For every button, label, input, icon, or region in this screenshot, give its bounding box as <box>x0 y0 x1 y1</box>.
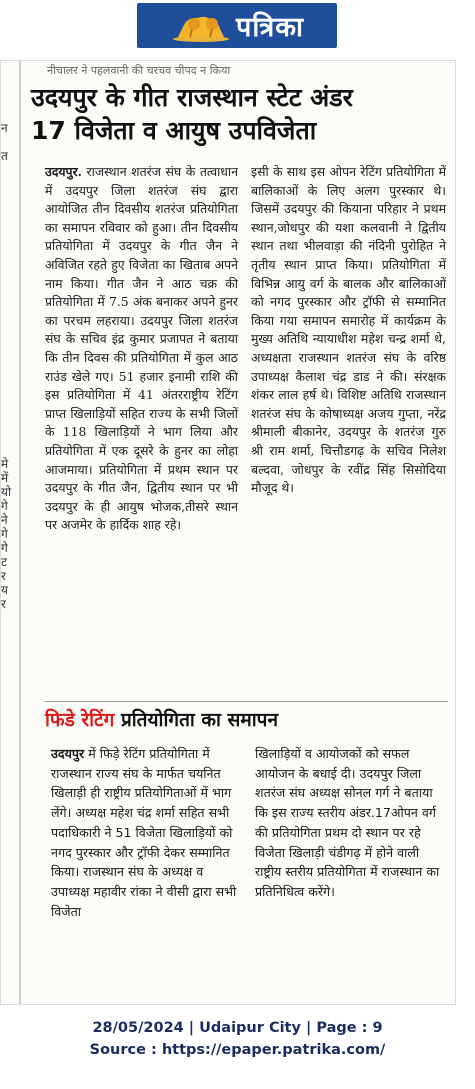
article-headline <box>31 81 451 147</box>
second-dateline: उदयपुर <box>51 746 85 761</box>
adjacent-column-fragment: न त मे में यो गे ने गे गे ट र य र <box>1 121 12 611</box>
headline-line-1: उदयपुर के गीत राजस्थान स्टेट अंडर <box>31 83 353 112</box>
column-3-text: में फिड़े रेटिंग प्रतियोगिता में राजस्थान राज्य संघ के मार्फत चयनित खिलाड़ी ही राष्ट्रीय प्रतियोगिताओं में भाग लेंगे। अध्यक्ष महेश चंद्र शर्मा सहित सभी पदाधिकारी ने 51 विजेता खिलाड़ियों को नगद पुरस्कार और ट्रॉफी देकर सम्मानित किया। राजस्थान संघ के अध्यक्ष व उपाध्यक्ष महावीर रांका ने वीसी द्वारा सभी विजेता <box>51 746 237 919</box>
second-article-column-1 <box>51 744 243 921</box>
newspaper-clipping <box>0 60 456 1005</box>
section-divider <box>45 701 448 702</box>
dateline: उदयपुर. <box>45 164 82 179</box>
article-column-1 <box>45 163 238 535</box>
masthead-brand: पत्रिका <box>236 12 304 43</box>
headline-accent: फिडे रेटिंग <box>45 709 115 731</box>
footer-source: Source : https://epaper.patrika.com/ <box>89 1042 386 1058</box>
cut-off-text: नीचालर ने पहलवानी की चरचव चीपद न किया <box>47 64 231 77</box>
column-divider <box>19 61 21 1005</box>
column-1-text: राजस्थान शतरंज संघ के तत्वाधान में उदयपुर जिला शतरंज संघ द्वारा आयोजित तीन दिवसीय शतरंज प्रतियोगिता का समापन रविवार को हुआ। तीन दिवसीय प्रतियोगिता में उदयपुर के गीत जैन ने अविजित रहते हुए विजेता का खिताब अपने नाम किया। गीत जैन ने आठ चक्र की प्रतियोगिता में 7.5 अंक बनाकर अपने हुनर का परचम लहराया। उदयपुर जिला शतरंज संघ के सचिव इंद्र कुमार प्रजापत ने बताया कि तीन दिवस की प्रतियोगिता में कुल आठ राउंड खेले गए। 51 हजार इनामी राशि की इस प्रतियोगिता में 41 अंतरराष्ट्रीय रेटिंग प्राप्त खिलाड़ियों सहित राज्य के सभी जिलों के 118 खिलाड़ियों ने भाग लिया और प्रतियोगिता में एक दूसरे के हुनर का लोहा आजमाया। प्रतियोगिता में प्रथम स्थान पर उदयपुर के गीत जैन, द्वितीय स्थान पर भी उदयपुर के ही आयुष भोजक,तीसरे स्थान पर अजमेर के हार्दिक शाह रहे। <box>45 164 238 533</box>
headline-line-2: 17 विजेता व आयुष उपविजेता <box>31 116 317 145</box>
article-column-2: इसी के साथ इस ओपन रेटिंग प्रतियोगिता में बालिकाओं के लिए अलग पुरस्कार थे। जिसमें उदयपुर की कियाना परिहार ने प्रथम स्थान,जोधपुर की यशा कलवानी ने द्वितीय स्थान तथा भीलवाड़ा की नंदिनी पुरोहित ने तृतीय स्थान प्राप्त किया। प्रतियोगिता में विभिन्न आयु वर्ग के बालक और बालिकाओं को नगद पुरस्कार और ट्रॉफी से सम्मानित किया गया समापन समारोह में कार्यक्रम के मुख्य अतिथि न्यायाधीश महेश चन्द्र शर्मा थे, अध्यक्षता राजस्थान शतरंज संघ के वरिष्ठ उपाध्यक्ष कैलाश चंद्र डाड ने की। संरक्षक शंकर लाल हर्ष थे। विशिष्ट अतिथि राजस्थान शतरंज संघ के कोषाध्यक्ष अजय गुप्ता, नरेंद्र श्रीमाली बीकानेर, उदयपुर के शतरंज गुरु श्री राम शर्मा, चित्तौडगढ़ के सचिव निलेश बल्दवा, जोधपुर के रवींद्र सिंह सिसोदिया मौजूद थे। <box>251 164 446 496</box>
second-article-headline <box>45 706 448 734</box>
masthead-logo <box>137 3 337 48</box>
footer-date-page: 28/05/2024 | Udaipur City | Page : 9 <box>92 1020 383 1036</box>
headline-rest: प्रतियोगिता का समापन <box>114 709 279 731</box>
source-footer <box>0 1017 475 1061</box>
lion-logo-icon <box>170 9 232 43</box>
second-article-column-2: खिलाड़ियों व आयोजकों को सफल आयोजन के बधाई दी। उदयपुर जिला शतरंज संघ अध्यक्ष सोनल गर्ग ने बताया कि इस राज्य स्तरीय अंडर.17ओपन वर्ग की प्रतियोगिता प्रथम दो स्थान पर रहे विजेता खिलाड़ी चंडीगढ़ में होने वाली राष्ट्रीय स्तरीय प्रतियोगिता में राजस्थान का प्रतिनिधित्व करेंगे। <box>255 746 440 899</box>
